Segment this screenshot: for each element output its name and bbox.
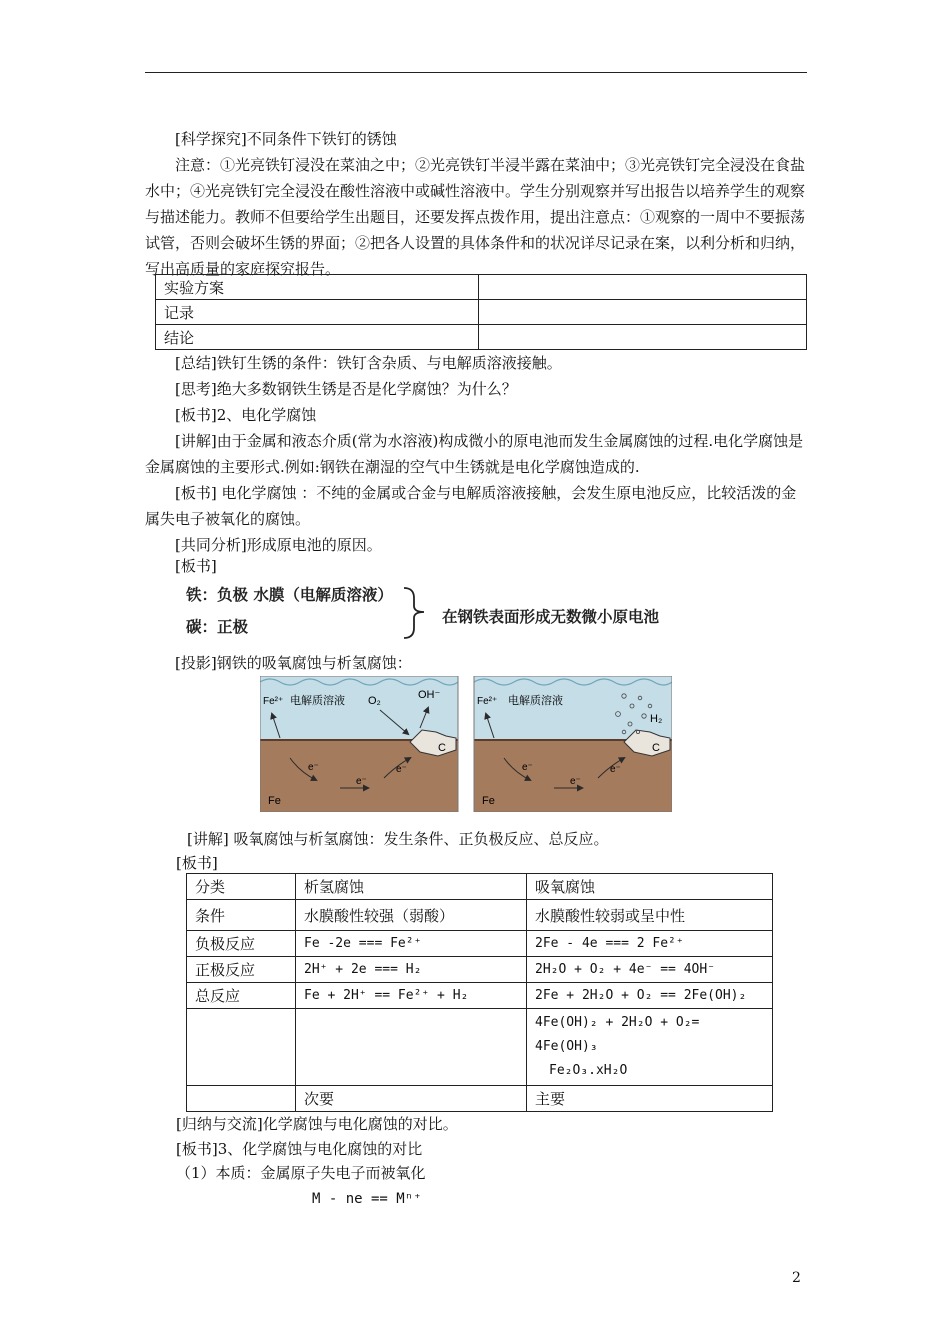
lecture-corrosion-types: [讲解] 吸氧腐蚀与析氢腐蚀：发生条件、正负极反应、总反应。 — [187, 830, 609, 848]
exp-conclusion-label: 结论 — [156, 325, 479, 350]
table-row: 4Fe(OH)₂ + 2H₂O + O₂= 4Fe(OH)₃ Fe₂O₃.xH₂O — [187, 1009, 773, 1086]
table-row: 总反应 Fe + 2H⁺ == Fe²⁺ + H₂ 2Fe + 2H₂O + O₂ == 2Fe(OH)₂ — [187, 983, 773, 1009]
svg-text:e⁻: e⁻ — [396, 764, 407, 775]
svg-text:Fe²⁺: Fe²⁺ — [263, 696, 284, 707]
page-number: 2 — [792, 1270, 801, 1286]
inquiry-notes: 注意：①光亮铁钉浸没在菜油之中；②光亮铁钉半浸半露在菜油中；③光亮铁钉完全浸没在食盐水中；④光亮铁钉完全浸没在酸性溶液中或碱性溶液中。学生分别观察并写出报告以培养学生的观察与描述能力。教师不但要给学生出题目，还要发挥点拨作用，提出注意点：①观察的一周中不要振荡试管，否则会破坏生锈的界面；②把各人设置的具体条件和的状况详尽记录在案，以利分析和归纳，写出高质量的家庭探究报告。 — [145, 156, 806, 278]
essence-item: （1）本质：金属原子失电子而被氧化 — [176, 1164, 426, 1182]
board-label: [板书] — [175, 557, 217, 575]
table-row: 分类 析氢腐蚀 吸氧腐蚀 — [187, 874, 773, 900]
corrosion-figure — [260, 676, 672, 812]
table-row: 正极反应 2H⁺ + 2e === H₂ 2H₂O + O₂ + 4e⁻ == 4OH⁻ — [187, 957, 773, 983]
summary-text: [总结]铁钉生锈的条件：铁钉含杂质、与电解质溶液接触。 — [175, 354, 562, 372]
table-row: 负极反应 Fe -2e === Fe²⁺ 2Fe - 4e === 2 Fe²⁺ — [187, 931, 773, 957]
table-row: 次要 主要 — [187, 1086, 773, 1112]
svg-text:O₂: O₂ — [368, 695, 381, 707]
svg-text:e⁻: e⁻ — [308, 762, 319, 773]
table-row: 条件 水膜酸性较强（弱酸） 水膜酸性较弱或呈中性 — [187, 900, 773, 931]
analysis-text: [共同分析]形成原电池的原因。 — [175, 536, 382, 554]
svg-text:C: C — [652, 742, 660, 754]
board-definition: [板书] 电化学腐蚀 ：不纯的金属或合金与电解质溶液接触，会发生原电池反应，比较活泼的金属失电子被氧化的腐蚀。 — [145, 484, 797, 528]
board-heading-3: [板书]3、化学腐蚀与电化腐蚀的对比 — [176, 1140, 423, 1158]
svg-text:e⁻: e⁻ — [570, 776, 581, 787]
board-heading-2: [板书]2、电化学腐蚀 — [175, 406, 317, 424]
svg-text:Fe²⁺: Fe²⁺ — [477, 696, 498, 707]
projection-text: [投影]钢铁的吸氧腐蚀与析氢腐蚀： — [175, 654, 412, 672]
svg-text:C: C — [438, 742, 446, 754]
table-row — [156, 325, 807, 350]
carbon-cathode-label: 碳：正极 — [186, 618, 249, 636]
svg-text:Fe: Fe — [268, 795, 281, 807]
inquiry-heading: [科学探究]不同条件下铁钉的锈蚀 — [175, 130, 397, 148]
oxidation-formula: M - ne == Mⁿ⁺ — [312, 1191, 422, 1207]
exp-record-label: 记录 — [156, 300, 479, 325]
svg-text:OH⁻: OH⁻ — [418, 689, 441, 701]
oxygen-absorption-panel — [260, 676, 458, 812]
svg-text:e⁻: e⁻ — [610, 764, 621, 775]
table-row — [156, 300, 807, 325]
svg-text:Fe: Fe — [482, 795, 495, 807]
hydrogen-evolution-panel — [474, 676, 672, 812]
brace-icon — [396, 584, 436, 640]
board-label-2: [板书] — [176, 854, 218, 872]
lecture-electrochem: [讲解]由于金属和液态介质(常为水溶液)构成微小的原电池而发生金属腐蚀的过程.电化学腐蚀是金属腐蚀的主要形式.例如:钢铁在潮湿的空气中生锈就是电化学腐蚀造成的. — [145, 432, 804, 476]
svg-text:电解质溶液: 电解质溶液 — [508, 694, 563, 707]
header-rule — [145, 72, 807, 73]
micro-cell-label: 在钢铁表面形成无数微小原电池 — [442, 608, 660, 626]
comparison-table — [186, 873, 773, 1112]
summary-compare: [归纳与交流]化学腐蚀与电化腐蚀的对比。 — [176, 1115, 458, 1133]
exp-plan-label: 实验方案 — [156, 275, 479, 300]
table-row — [156, 275, 807, 300]
svg-text:e⁻: e⁻ — [356, 776, 367, 787]
svg-text:电解质溶液: 电解质溶液 — [290, 694, 345, 707]
think-text: [思考]绝大多数钢铁生锈是否是化学腐蚀？为什么？ — [175, 380, 517, 398]
svg-text:e⁻: e⁻ — [522, 762, 533, 773]
iron-anode-label: 铁：负极 水膜（电解质溶液） — [186, 586, 393, 604]
svg-text:H₂: H₂ — [650, 713, 663, 725]
experiment-table — [155, 274, 807, 350]
